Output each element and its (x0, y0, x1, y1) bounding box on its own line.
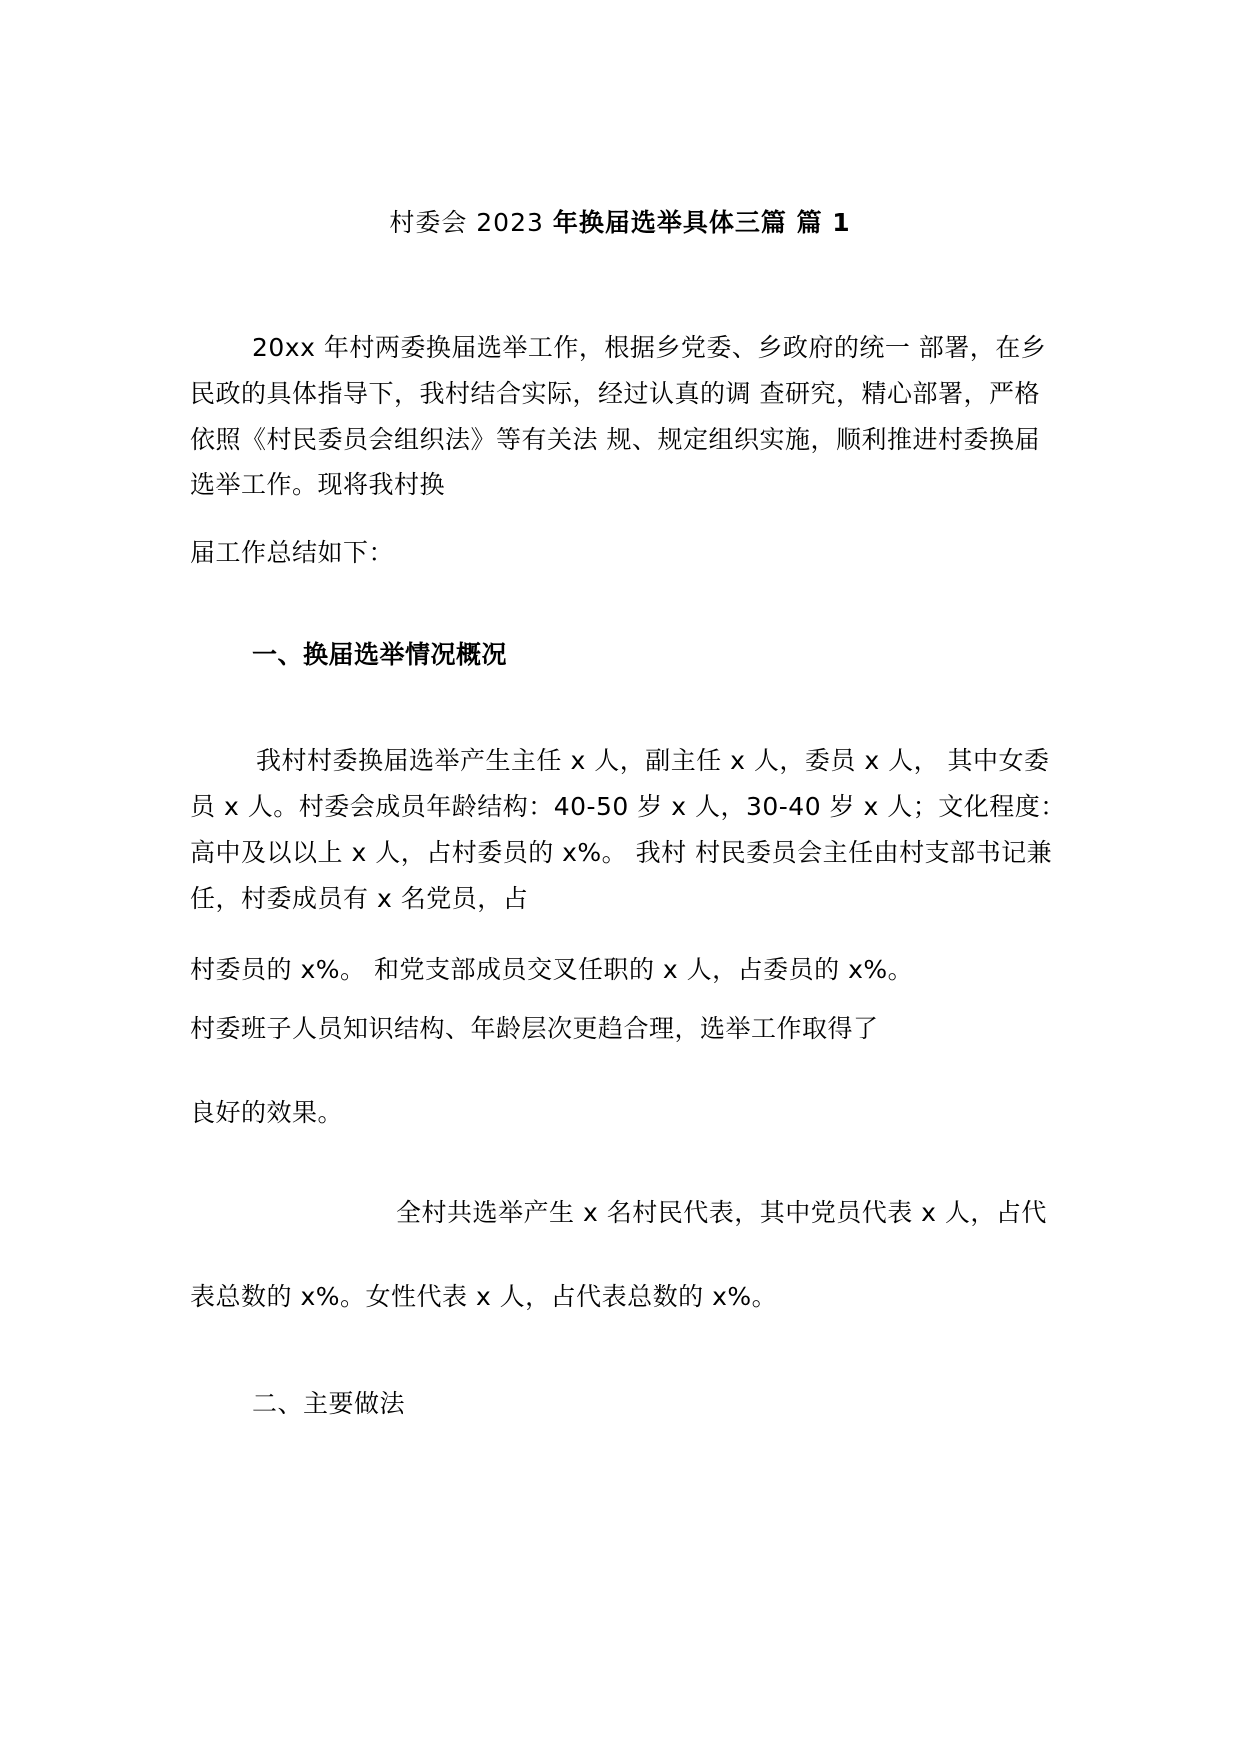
para2-line-2: 员 x 人。村委会成员年龄结构：40-50 岁 x 人，30-40 岁 x 人；文化程度： (190, 792, 1066, 821)
para1-line-2: 民政的具体指导下，我村结合实际，经过认真的调 查研究，精心部署，严格 (190, 379, 1040, 408)
para3-line-2: 表总数的 x%。女性代表 x 人，占代表总数的 x%。 (190, 1282, 778, 1311)
section-heading-1: 一、换届选举情况概况 (252, 640, 508, 669)
title-main: 年换届选举具体三篇 篇 1 (552, 208, 851, 237)
para2-line-1: 我村村委换届选举产生主任 x 人，副主任 x 人，委员 x 人， 其中女委 (256, 746, 1050, 775)
section-heading-2: 二、主要做法 (252, 1389, 406, 1418)
para1-line-4: 选举工作。现将我村换 (190, 470, 446, 499)
para2-line-4: 任，村委成员有 x 名党员，占 (190, 884, 529, 913)
para2-line-3: 高中及以以上 x 人，占村委员的 x%。 我村 村民委员会主任由村支部书记兼 (190, 838, 1053, 867)
para2-continuation-2: 村委班子人员知识结构、年龄层次更趋合理，选举工作取得了 (190, 1014, 879, 1043)
title-prefix: 村委会 2023 (389, 208, 553, 237)
para2-continuation-3: 良好的效果。 (190, 1098, 344, 1127)
para1-line-3: 依照《村民委员会组织法》等有关法 规、规定组织实施，顺利推进村委换届 (190, 425, 1040, 454)
para1-line-1: 20xx 年村两委换届选举工作，根据乡党委、乡政府的统一 部署，在乡 (252, 333, 1047, 362)
document-title (0, 208, 1240, 238)
para2-continuation-1: 村委员的 x%。 和党支部成员交叉任职的 x 人，占委员的 x%。 (190, 955, 914, 984)
para3-line-1: 全村共选举产生 x 名村民代表，其中党员代表 x 人，占代 (396, 1198, 1047, 1227)
para1-continuation: 届工作总结如下： (190, 538, 395, 567)
